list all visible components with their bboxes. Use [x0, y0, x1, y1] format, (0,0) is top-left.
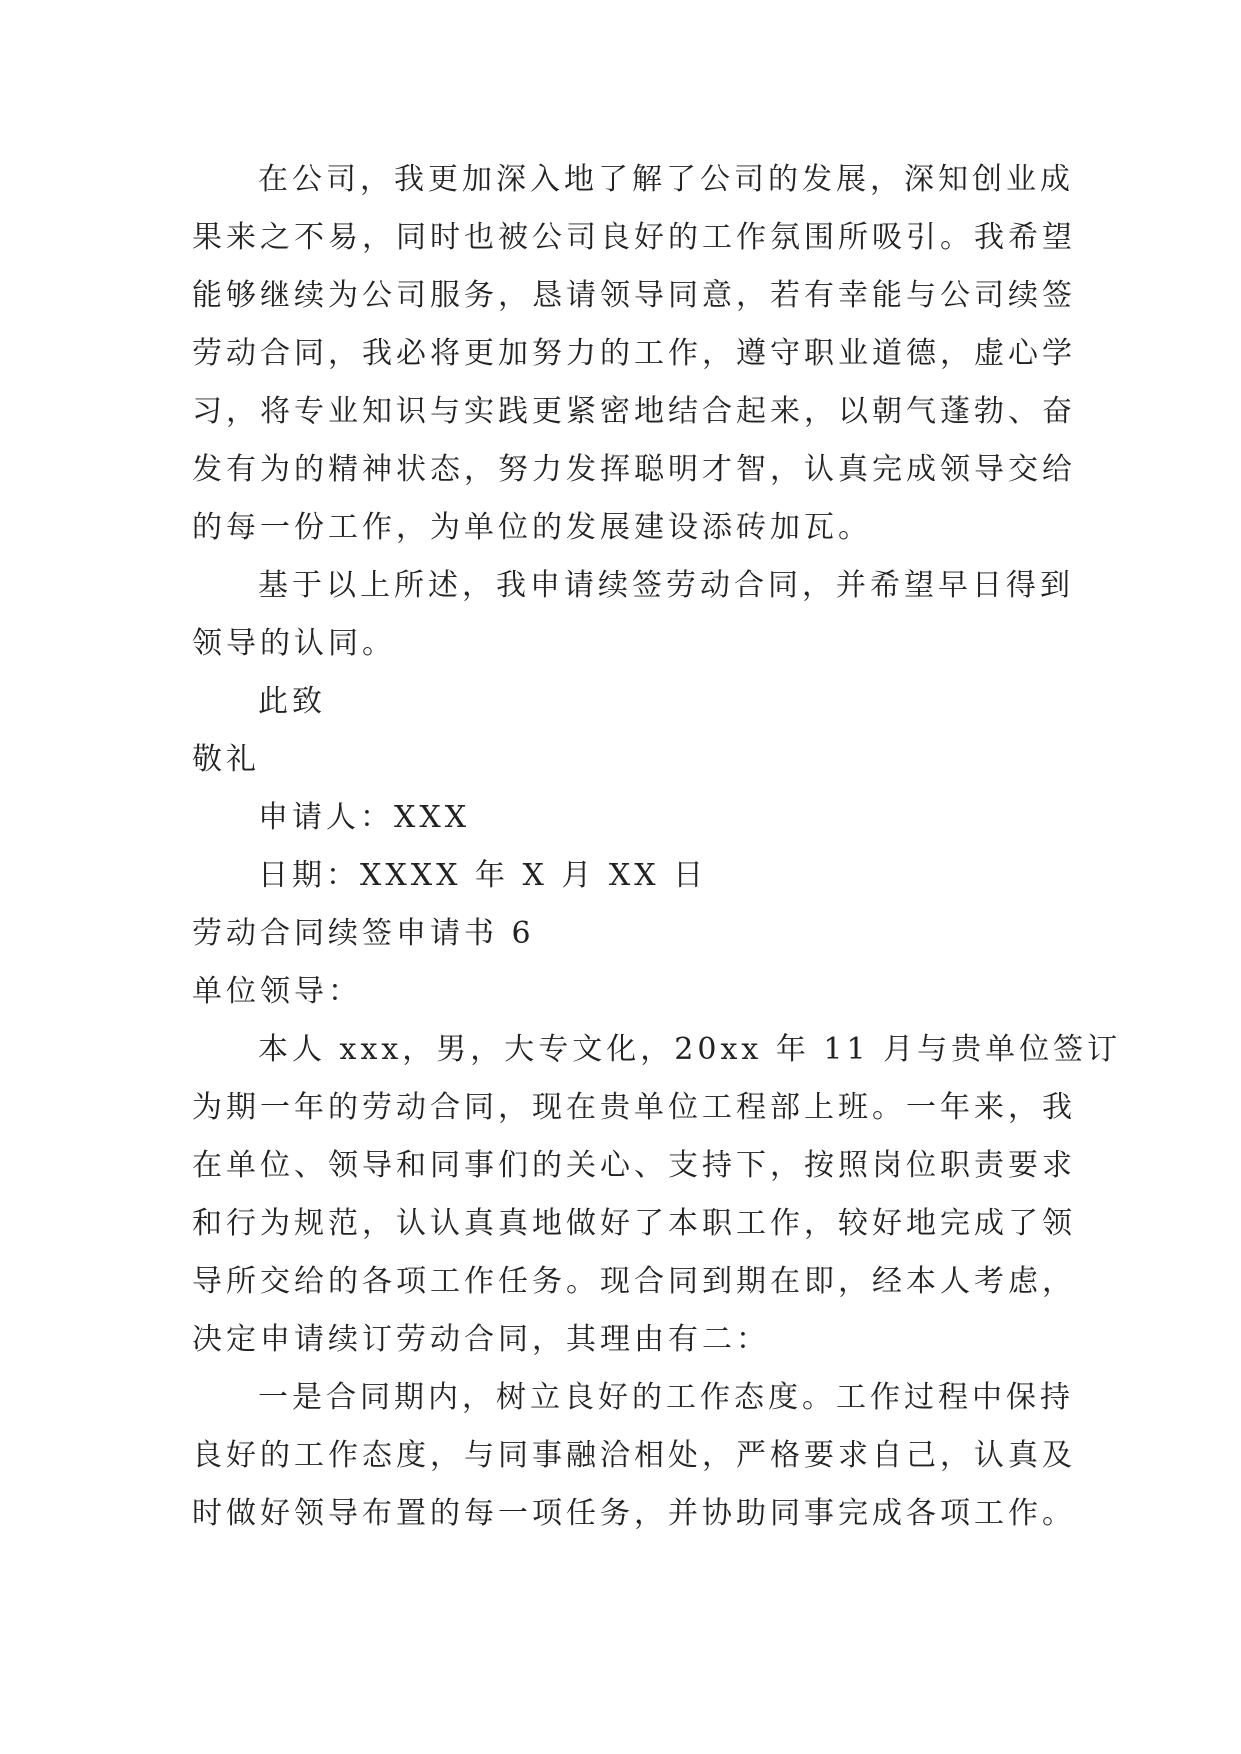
paragraph-line: 劳动合同，我必将更加努力的工作，遵守职业道德，虚心学 — [192, 336, 1076, 371]
paragraph-line: 良好的工作态度，与同事融洽相处，严格要求自己，认真及 — [192, 1438, 1076, 1473]
paragraph-line: 为期一年的劳动合同，现在贵单位工程部上班。一年来，我 — [192, 1090, 1076, 1125]
paragraph-line: 在公司，我更加深入地了解了公司的发展，深知创业成 — [258, 162, 1074, 197]
paragraph-line: 本人 xxx，男，大专文化，20xx 年 11 月与贵单位签订 — [258, 1032, 1122, 1067]
paragraph-line: 果来之不易，同时也被公司良好的工作氛围所吸引。我希望 — [192, 220, 1076, 255]
applicant-line: 申请人：XXX — [258, 800, 471, 835]
paragraph-line: 导所交给的各项工作任务。现合同到期在即，经本人考虑， — [192, 1264, 1076, 1299]
paragraph-line: 一是合同期内，树立良好的工作态度。工作过程中保持 — [258, 1380, 1074, 1415]
paragraph-line: 时做好领导布置的每一项任务，并协助同事完成各项工作。 — [192, 1496, 1076, 1531]
closing-line: 敬礼 — [192, 742, 260, 777]
paragraph-line: 基于以上所述，我申请续签劳动合同，并希望早日得到 — [258, 568, 1074, 603]
salutation: 单位领导： — [192, 974, 362, 1009]
paragraph-line: 能够继续为公司服务，恳请领导同意，若有幸能与公司续签 — [192, 278, 1076, 313]
section-title: 劳动合同续签申请书 6 — [192, 916, 535, 951]
closing-line: 此致 — [258, 684, 326, 719]
date-line: 日期：XXXX 年 X 月 XX 日 — [258, 858, 708, 893]
paragraph-line: 和行为规范，认认真真地做好了本职工作，较好地完成了领 — [192, 1206, 1076, 1241]
paragraph-line: 领导的认同。 — [192, 626, 396, 661]
paragraph-line: 的每一份工作，为单位的发展建设添砖加瓦。 — [192, 510, 872, 545]
paragraph-line: 在单位、领导和同事们的关心、支持下，按照岗位职责要求 — [192, 1148, 1076, 1183]
paragraph-line: 发有为的精神状态，努力发挥聪明才智，认真完成领导交给 — [192, 452, 1076, 487]
paragraph-line: 决定申请续订劳动合同，其理由有二： — [192, 1322, 770, 1357]
paragraph-line: 习，将专业知识与实践更紧密地结合起来，以朝气蓬勃、奋 — [192, 394, 1076, 429]
